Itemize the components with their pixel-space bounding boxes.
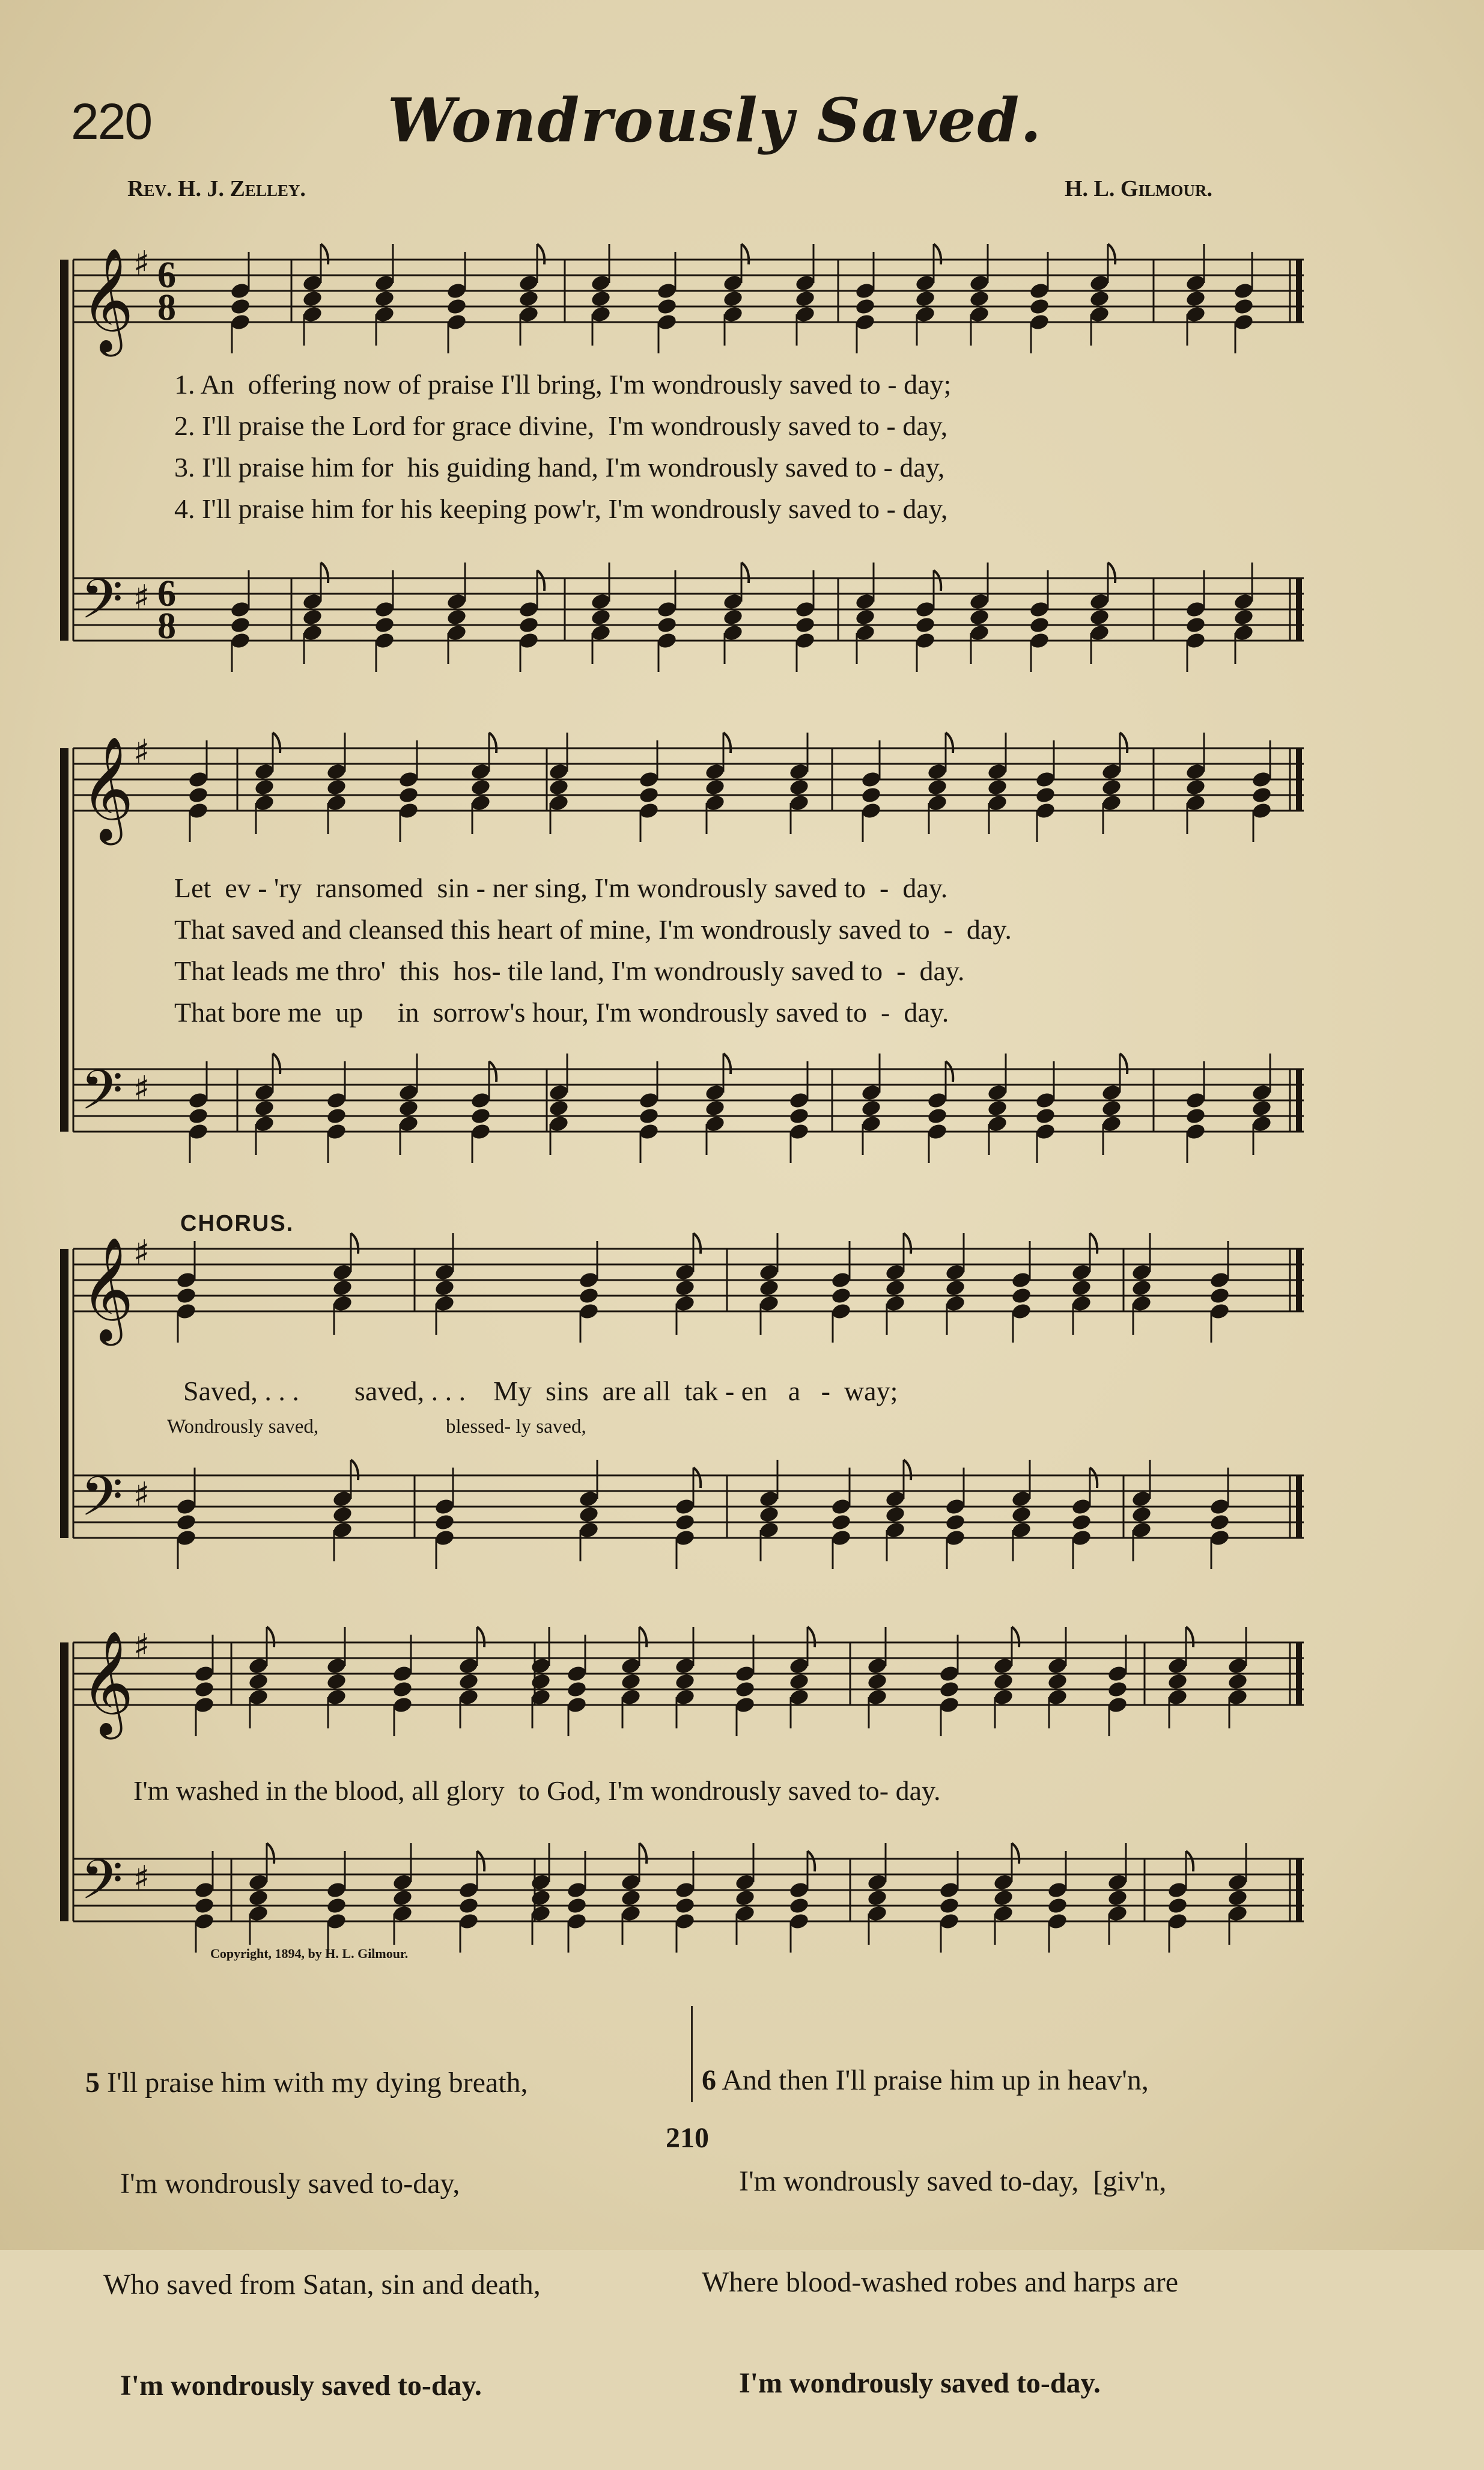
note-flag: [693, 1468, 701, 1488]
note-flag: [489, 1061, 496, 1082]
bass-clef-icon: 𝄢: [81, 1058, 123, 1135]
note-flag: [946, 1061, 953, 1082]
notehead: [1209, 1513, 1230, 1532]
notehead: [458, 1673, 479, 1691]
notehead: [566, 1680, 588, 1699]
notehead: [548, 778, 570, 797]
notehead: [854, 608, 876, 627]
notehead: [1101, 778, 1122, 797]
sharp-icon: ♯: [133, 1475, 150, 1514]
stanza-line: I'm wondrously saved to-day.: [739, 2367, 1101, 2399]
notehead: [1029, 297, 1050, 316]
notehead: [1071, 1279, 1092, 1298]
notehead: [1185, 778, 1206, 797]
notehead: [1185, 290, 1206, 308]
stanza-line: I'm wondrously saved to-day,: [120, 2168, 460, 2200]
sharp-icon: ♯: [133, 1069, 150, 1108]
bass-clef-icon: 𝄢: [81, 1465, 123, 1541]
system-brace: [60, 748, 68, 1132]
notehead: [470, 1107, 491, 1126]
notehead: [254, 778, 275, 797]
sharp-icon: ♯: [133, 1859, 150, 1898]
notehead: [1185, 616, 1206, 635]
notehead: [674, 1513, 696, 1532]
notehead: [674, 1673, 696, 1691]
final-barline-thick: [1296, 260, 1302, 322]
notehead: [175, 1513, 197, 1532]
staff-notation-1: [0, 228, 1484, 661]
note-flag: [537, 244, 544, 264]
notehead: [566, 1897, 588, 1915]
notehead: [926, 1107, 948, 1126]
note-flag: [267, 1627, 274, 1647]
note-flag: [1186, 1851, 1193, 1871]
notehead: [830, 1513, 852, 1532]
system-brace: [60, 1249, 68, 1538]
stanza-6: [702, 1996, 1178, 2468]
notehead: [374, 616, 395, 635]
sharp-icon: ♯: [133, 1627, 150, 1666]
notehead: [993, 1889, 1014, 1907]
chorus-line: I'm washed in the blood, all glory to God, I'm wondrously saved to- day.: [133, 1775, 941, 1806]
verse-4-line: That bore me up in sorrow's hour, I'm wondrously saved to - day.: [174, 997, 949, 1028]
note-flag: [537, 570, 544, 591]
stanza-line: I'm wondrously saved to-day, [giv'n,: [739, 2165, 1167, 2197]
notehead: [638, 786, 660, 805]
note-flag: [477, 1851, 484, 1871]
time-signature-bottom: 8: [157, 287, 176, 328]
final-barline-thick: [1296, 1475, 1302, 1538]
notehead: [446, 297, 467, 316]
notehead: [302, 290, 323, 308]
notehead: [704, 778, 726, 797]
notehead: [187, 786, 209, 805]
note-flag: [807, 1627, 815, 1647]
notehead: [1029, 616, 1050, 635]
notehead: [326, 1107, 347, 1126]
verse-4-line: 4. I'll praise him for his keeping pow'r, I'm wondrously saved to - day,: [174, 493, 948, 524]
notehead: [854, 297, 876, 316]
notehead: [332, 1279, 353, 1298]
notehead: [1233, 608, 1254, 627]
notehead: [1011, 1287, 1032, 1305]
notehead: [1107, 1889, 1128, 1907]
bass-clef-icon: 𝄢: [81, 1848, 123, 1925]
notehead: [758, 1279, 780, 1298]
note-flag: [267, 1843, 274, 1864]
notehead: [590, 608, 612, 627]
note-flag: [1108, 563, 1115, 583]
music-system-1: [0, 228, 1484, 661]
note-flag: [741, 563, 749, 583]
notehead: [638, 1107, 660, 1126]
notehead: [1047, 1897, 1068, 1915]
sharp-icon: ♯: [133, 244, 150, 283]
notehead: [944, 1513, 966, 1532]
notehead: [1101, 1099, 1122, 1118]
notehead: [987, 1099, 1008, 1118]
notehead: [1011, 1505, 1032, 1524]
note-flag: [807, 1851, 815, 1871]
notehead: [434, 1279, 455, 1298]
staff-notation-2: [0, 733, 1484, 1172]
notehead: [830, 1287, 852, 1305]
note-flag: [1090, 1233, 1097, 1254]
notehead: [1233, 297, 1254, 316]
notehead: [187, 1107, 209, 1126]
note-flag: [934, 244, 941, 264]
final-barline-thick: [1296, 1069, 1302, 1132]
notehead: [788, 778, 810, 797]
notehead: [884, 1279, 906, 1298]
notehead: [794, 290, 816, 308]
notehead: [530, 1889, 552, 1907]
note-flag: [321, 563, 328, 583]
note-flag: [946, 733, 953, 753]
verse-3-line: 3. I'll praise him for his guiding hand, I'm wondrously saved to - day,: [174, 452, 945, 483]
note-flag: [904, 1233, 911, 1254]
alto-words-2: blessed- ly saved,: [446, 1416, 586, 1438]
note-flag: [1090, 1468, 1097, 1488]
notehead: [1227, 1673, 1248, 1691]
notehead: [1035, 1107, 1056, 1126]
notehead: [914, 290, 936, 308]
note-flag: [1120, 1054, 1127, 1074]
note-flag: [934, 570, 941, 591]
note-flag: [723, 1054, 731, 1074]
notehead: [884, 1505, 906, 1524]
note-flag: [351, 1460, 358, 1480]
notehead: [704, 1099, 726, 1118]
time-signature-top: 6: [157, 573, 176, 614]
verse-1-line: 1. An offering now of praise I'll bring, I'm wondrously saved to - day;: [174, 369, 952, 400]
note-flag: [639, 1843, 646, 1864]
copyright-notice: Copyright, 1894, by H. L. Gilmour.: [210, 1946, 409, 1961]
notehead: [938, 1897, 960, 1915]
notehead: [392, 1680, 413, 1699]
bass-clef-icon: 𝄢: [81, 567, 123, 644]
notehead: [969, 608, 990, 627]
notehead: [248, 1889, 269, 1907]
notehead: [914, 616, 936, 635]
notehead: [969, 290, 990, 308]
notehead: [434, 1513, 455, 1532]
verse-1-line: Let ev - 'ry ransomed sin - ner sing, I'm wondrously saved to - day.: [174, 873, 948, 903]
notehead: [1209, 1287, 1230, 1305]
time-signature-top: 6: [157, 255, 176, 296]
notehead: [1107, 1680, 1128, 1699]
note-flag: [273, 733, 280, 753]
verse-2-line: 2. I'll praise the Lord for grace divine, I'm wondrously saved to - day,: [174, 410, 948, 441]
notehead: [254, 1099, 275, 1118]
music-system-4: [0, 1629, 1484, 1953]
notehead: [548, 1099, 570, 1118]
final-barline-thick: [1296, 1642, 1302, 1705]
note-flag: [489, 733, 496, 753]
notehead: [656, 616, 678, 635]
notehead: [734, 1889, 756, 1907]
notehead: [398, 1099, 419, 1118]
system-brace: [60, 1642, 68, 1921]
note-flag: [351, 1233, 358, 1254]
notehead: [656, 297, 678, 316]
notehead: [470, 778, 491, 797]
note-flag: [639, 1627, 646, 1647]
final-barline-thick: [1296, 748, 1302, 811]
final-barline-thick: [1296, 1859, 1302, 1921]
note-flag: [1186, 1627, 1193, 1647]
notehead: [1131, 1279, 1152, 1298]
notehead: [734, 1680, 756, 1699]
stanza-line: Who saved from Satan, sin and death,: [103, 2269, 541, 2301]
notehead: [788, 1673, 810, 1691]
chorus-line: Saved, . . . saved, . . . My sins are all tak - en a - way;: [183, 1376, 898, 1406]
notehead: [620, 1889, 642, 1907]
notehead: [866, 1673, 888, 1691]
notehead: [1047, 1673, 1068, 1691]
notehead: [1035, 786, 1056, 805]
treble-clef-icon: 𝄞: [81, 736, 134, 841]
stanza-line: Where blood-washed robes and harps are: [702, 2266, 1179, 2298]
notehead: [944, 1279, 966, 1298]
note-flag: [693, 1233, 701, 1254]
notehead: [1167, 1897, 1188, 1915]
sharp-icon: ♯: [133, 578, 150, 617]
notehead: [788, 1107, 810, 1126]
stanza-5: [85, 1999, 541, 2470]
notehead: [1071, 1513, 1092, 1532]
notehead: [398, 786, 419, 805]
notehead: [578, 1287, 600, 1305]
note-flag: [1120, 733, 1127, 753]
notehead: [175, 1287, 197, 1305]
note-flag: [723, 733, 731, 753]
lyricist-credit: Rev. H. J. Zelley.: [127, 176, 306, 201]
notehead: [302, 608, 323, 627]
notehead: [788, 1897, 810, 1915]
alto-words-1: Wondrously saved,: [167, 1416, 319, 1438]
system-brace: [60, 260, 68, 641]
notehead: [518, 290, 540, 308]
note-flag: [321, 244, 328, 264]
final-barline-thick: [1296, 578, 1302, 641]
notehead: [993, 1673, 1014, 1691]
notehead: [518, 616, 540, 635]
stanza-line: And then I'll praise him up in heav'n,: [722, 2064, 1149, 2096]
notehead: [674, 1279, 696, 1298]
notehead: [248, 1673, 269, 1691]
treble-clef-icon: 𝄞: [81, 1237, 134, 1341]
hymn-title: Wondrously Saved.: [387, 85, 1043, 156]
notehead: [1089, 290, 1110, 308]
notehead: [326, 778, 347, 797]
notehead: [722, 608, 744, 627]
notehead: [987, 778, 1008, 797]
notehead: [1251, 1099, 1273, 1118]
footer-page-number: 210: [666, 2122, 709, 2154]
sharp-icon: ♯: [133, 1233, 150, 1272]
notehead: [674, 1897, 696, 1915]
notehead: [392, 1889, 413, 1907]
notehead: [758, 1505, 780, 1524]
notehead: [1227, 1889, 1248, 1907]
notehead: [230, 297, 251, 316]
notehead: [722, 290, 744, 308]
note-flag: [1012, 1843, 1019, 1864]
note-flag: [273, 1054, 280, 1074]
notehead: [1167, 1673, 1188, 1691]
music-system-chorus: [0, 1233, 1484, 1581]
notehead: [530, 1673, 552, 1691]
final-barline-thick: [1296, 1249, 1302, 1311]
stanza-line: I'm wondrously saved to-day.: [120, 2370, 482, 2401]
note-flag: [1012, 1627, 1019, 1647]
notehead: [230, 616, 251, 635]
notehead: [446, 608, 467, 627]
stanza-divider: [691, 2006, 693, 2102]
composer-credit: H. L. Gilmour.: [1065, 176, 1212, 201]
page-number: 220: [71, 93, 152, 150]
notehead: [938, 1680, 960, 1699]
notehead: [860, 786, 882, 805]
notehead: [590, 290, 612, 308]
notehead: [578, 1505, 600, 1524]
stanza-line: I'll praise him with my dying breath,: [107, 2067, 528, 2099]
notehead: [326, 1673, 347, 1691]
verse-3-line: That leads me thro' this hos- tile land, I'm wondrously saved to - day.: [174, 956, 965, 986]
note-flag: [477, 1627, 484, 1647]
notehead: [374, 290, 395, 308]
notehead: [1131, 1505, 1152, 1524]
notehead: [860, 1099, 882, 1118]
notehead: [1185, 1107, 1206, 1126]
verse-2-line: That saved and cleansed this heart of mine, I'm wondrously saved to - day.: [174, 914, 1012, 945]
notehead: [794, 616, 816, 635]
notehead: [1251, 786, 1273, 805]
treble-clef-icon: 𝄞: [81, 248, 134, 352]
staff-notation-chorus: [0, 1233, 1484, 1581]
notehead: [866, 1889, 888, 1907]
chorus-label: CHORUS.: [180, 1211, 294, 1236]
music-system-2: [0, 733, 1484, 1172]
treble-clef-icon: 𝄞: [81, 1630, 134, 1735]
notehead: [193, 1680, 215, 1699]
stanza-number: 6: [702, 2064, 716, 2096]
note-flag: [904, 1460, 911, 1480]
sharp-icon: ♯: [133, 733, 150, 772]
notehead: [326, 1897, 347, 1915]
notehead: [458, 1897, 479, 1915]
notehead: [926, 778, 948, 797]
notehead: [1089, 608, 1110, 627]
notehead: [193, 1897, 215, 1915]
note-flag: [741, 244, 749, 264]
stanza-number: 5: [85, 2067, 100, 2099]
notehead: [620, 1673, 642, 1691]
note-flag: [1108, 244, 1115, 264]
notehead: [332, 1505, 353, 1524]
time-signature-bottom: 8: [157, 606, 176, 647]
